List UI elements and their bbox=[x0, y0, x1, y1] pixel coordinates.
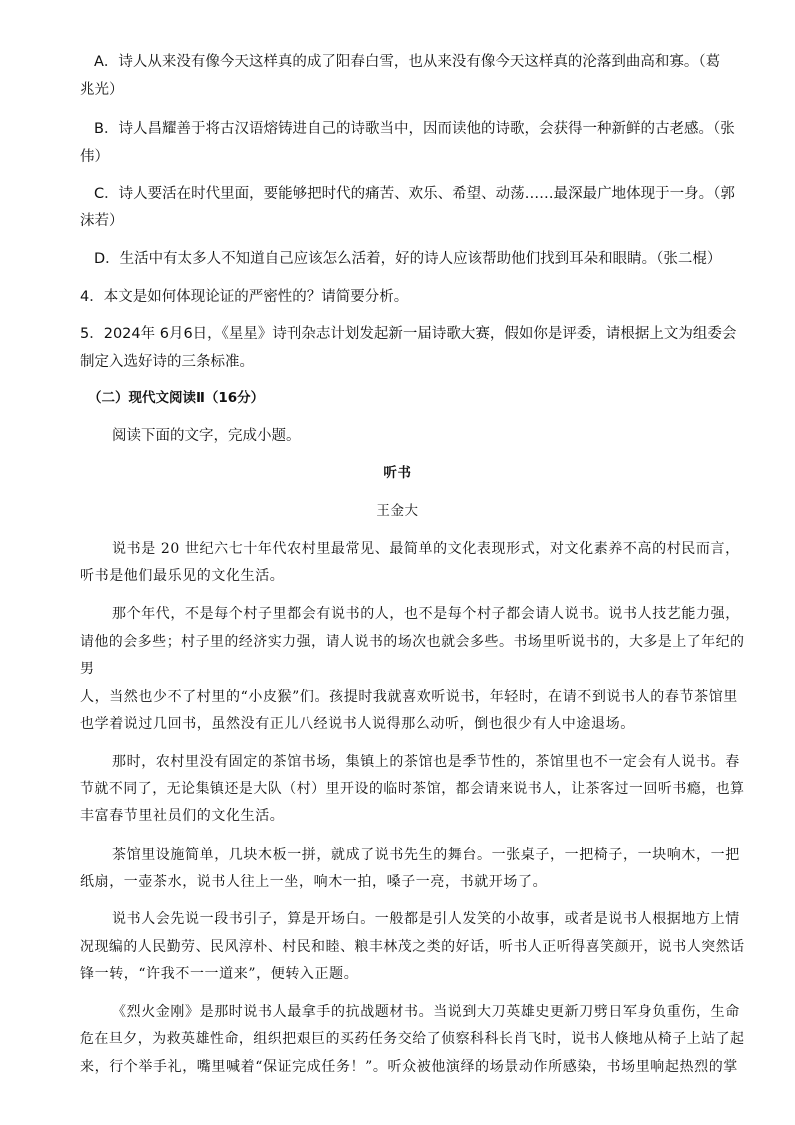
question-4: 4．本文是如何体现论证的严密性的？请简要分析。 bbox=[80, 289, 409, 305]
question-5-line-2: 制定入选好诗的三条标准。 bbox=[80, 354, 254, 370]
article-line: 请他的会多些；村子里的经济实力强，请人说书的场次也就会多些。书场里听说书的，大多是上了年纪的 bbox=[80, 634, 745, 650]
article-author: 王金大 bbox=[376, 503, 419, 519]
article-line: 危在旦夕，为救英雄性命，组织把艰巨的买药任务交给了侦察科科长肖飞时，说书人倏地从椅子上站了起 bbox=[80, 1031, 745, 1047]
option-b-line-1: B．诗人昌耀善于将古汉语熔铸进自己的诗歌当中，因而读他的诗歌，会获得一种新鲜的古老感。（张 bbox=[94, 121, 735, 137]
section-heading: （二）现代文阅读Ⅱ（16分） bbox=[88, 390, 265, 406]
option-b-line-2: 伟） bbox=[80, 149, 109, 165]
section-instruction: 阅读下面的文字，完成小题。 bbox=[112, 428, 301, 444]
article-line: 来，行个举手礼，嘴里喊着“保证完成任务！”。听众被他演绎的场景动作所感染，书场里响起热烈的掌 bbox=[80, 1059, 738, 1075]
article-line: 况现编的人民勤劳、民风淳朴、村民和睦、粮丰林茂之类的好话，听书人正听得喜笑颜开，说书人突然话 bbox=[80, 939, 745, 955]
article-line: 锋一转，“许我不一一道来”，便转入正题。 bbox=[80, 966, 359, 982]
article-line: 人，当然也少不了村里的“小皮猴”们。孩提时我就喜欢听说书，年轻时，在请不到说书人的春节茶馆里 bbox=[80, 689, 738, 705]
article-line: 节就不同了，无论集镇还是大队（村）里开设的临时茶馆，都会请来说书人，让茶客过一回听书瘾，也算 bbox=[80, 781, 745, 797]
article-line: 那个年代，不是每个村子里都会有说书的人，也不是每个村子都会请人说书。说书人技艺能力强， bbox=[112, 606, 740, 622]
option-a-line-1: A．诗人从来没有像今天这样真的成了阳春白雪，也从来没有像今天这样真的沦落到曲高和寡。（葛 bbox=[94, 54, 721, 70]
option-d-line-1: D．生活中有太多人不知道自己应该怎么活着，好的诗人应该帮助他们找到耳朵和眼睛。（张二棍） bbox=[94, 251, 722, 267]
question-5-line-1: 5．2024年 6月6日，《星星》诗刊杂志计划发起新一届诗歌大赛，假如你是评委，请根据上文为组委会 bbox=[80, 326, 737, 342]
article-line: 说书人会先说一段书引子，算是开场白。一般都是引人发笑的小故事，或者是说书人根据地方上情 bbox=[112, 911, 740, 927]
article-line: 丰富春节里社员们的文化生活。 bbox=[80, 808, 285, 824]
article-line: 那时，农村里没有固定的茶馆书场，集镇上的茶馆也是季节性的，茶馆里也不一定会有人说书。春 bbox=[112, 754, 740, 770]
article-title: 听书 bbox=[383, 465, 412, 481]
article-line: 也学着说过几回书，虽然没有正儿八经说书人说得那么动听，倒也很少有人中途退场。 bbox=[80, 716, 635, 732]
article-line: 《烈火金刚》是那时说书人最拿手的抗战题材书。当说到大刀英雄史更新刀劈日军身负重伤，生命 bbox=[112, 1004, 740, 1020]
article-line: 说书是 20 世纪六七十年代农村里最常见、最简单的文化表现形式，对文化素养不高的村民而言， bbox=[112, 541, 740, 557]
option-c-line-2: 沫若） bbox=[80, 213, 124, 229]
article-line: 男 bbox=[80, 661, 95, 677]
option-c-line-1: C．诗人要活在时代里面，要能够把时代的痛苦、欢乐、希望、动荡……最深最广地体现于一身。（郭 bbox=[94, 186, 735, 202]
article-line: 听书是他们最乐见的文化生活。 bbox=[80, 568, 285, 584]
article-line: 纸扇，一壶茶水，说书人往上一坐，响木一拍，嗓子一亮，书就开场了。 bbox=[80, 874, 548, 890]
option-a-line-2: 兆光） bbox=[80, 82, 124, 98]
article-line: 茶馆里设施简单，几块木板一拼，就成了说书先生的舞台。一张桌子，一把椅子，一块响木，一把 bbox=[112, 847, 740, 863]
